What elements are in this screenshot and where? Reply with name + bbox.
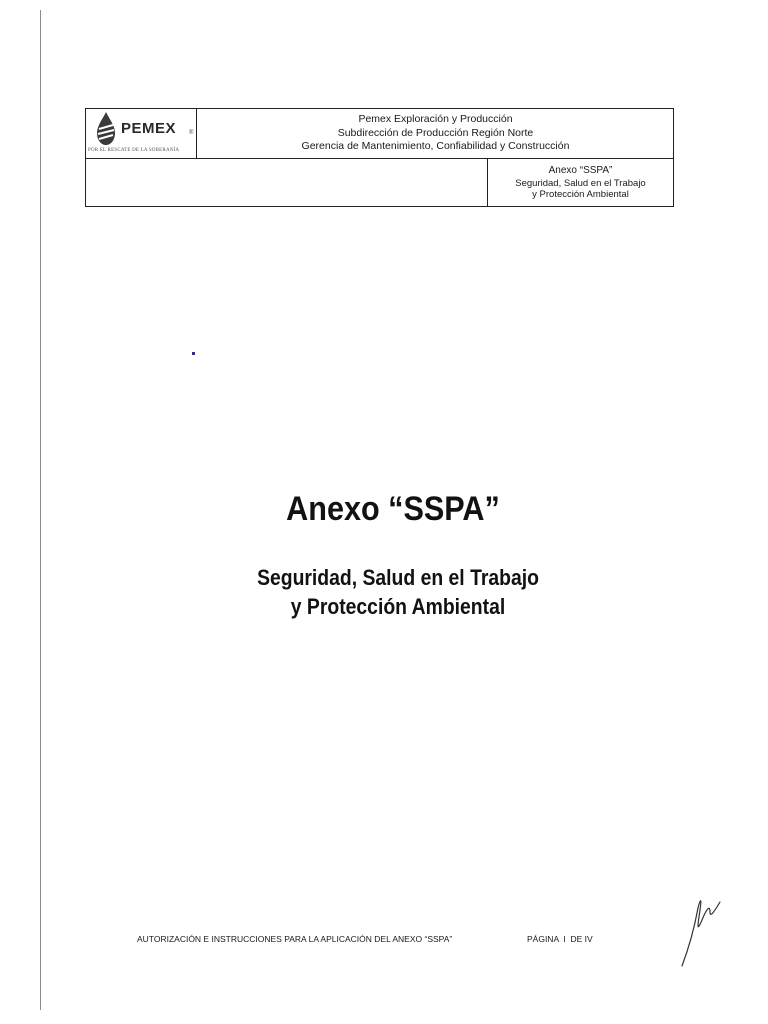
page-number: I — [563, 934, 566, 944]
annex-cell-subtitle-line: Seguridad, Salud en el Trabajo — [515, 177, 646, 189]
subtitle-line: y Protección Ambiental — [290, 594, 506, 619]
page-label: PÁGINA — [527, 934, 559, 944]
org-line: Subdirección de Producción Región Norte — [337, 126, 534, 139]
org-line: Gerencia de Mantenimiento, Confiabilidad y Construcción — [301, 140, 570, 152]
scan-speck — [192, 352, 195, 355]
header-border-bottom — [85, 206, 674, 207]
pemex-logo — [85, 108, 196, 158]
page-indicator — [527, 934, 593, 944]
handwritten-signature — [676, 890, 736, 970]
annex-cell — [487, 165, 674, 201]
pemex-drop-icon — [93, 111, 119, 147]
document-subtitle — [48, 563, 748, 621]
annex-cell-subtitle-line: y Protección Ambiental — [532, 189, 629, 200]
annex-cell-title: Anexo “SSPA” — [548, 165, 613, 176]
organization-lines — [197, 113, 674, 154]
footer-description: AUTORIZACIÓN E INSTRUCCIONES PARA LA APLICACIÓN DEL ANEXO “SSPA” — [137, 934, 453, 944]
document-header — [85, 108, 674, 207]
registered-mark: ® — [189, 130, 194, 136]
document-title: Anexo “SSPA” — [286, 490, 500, 528]
logo-wordmark: PEMEX — [121, 120, 177, 137]
header-row-divider — [85, 158, 674, 159]
page-total: DE IV — [570, 934, 593, 944]
subtitle-line: Seguridad, Salud en el Trabajo — [257, 565, 539, 590]
logo-tagline: POR EL RESCATE DE LA SOBERANÍA — [88, 148, 180, 153]
org-line: Pemex Exploración y Producción — [358, 113, 513, 125]
